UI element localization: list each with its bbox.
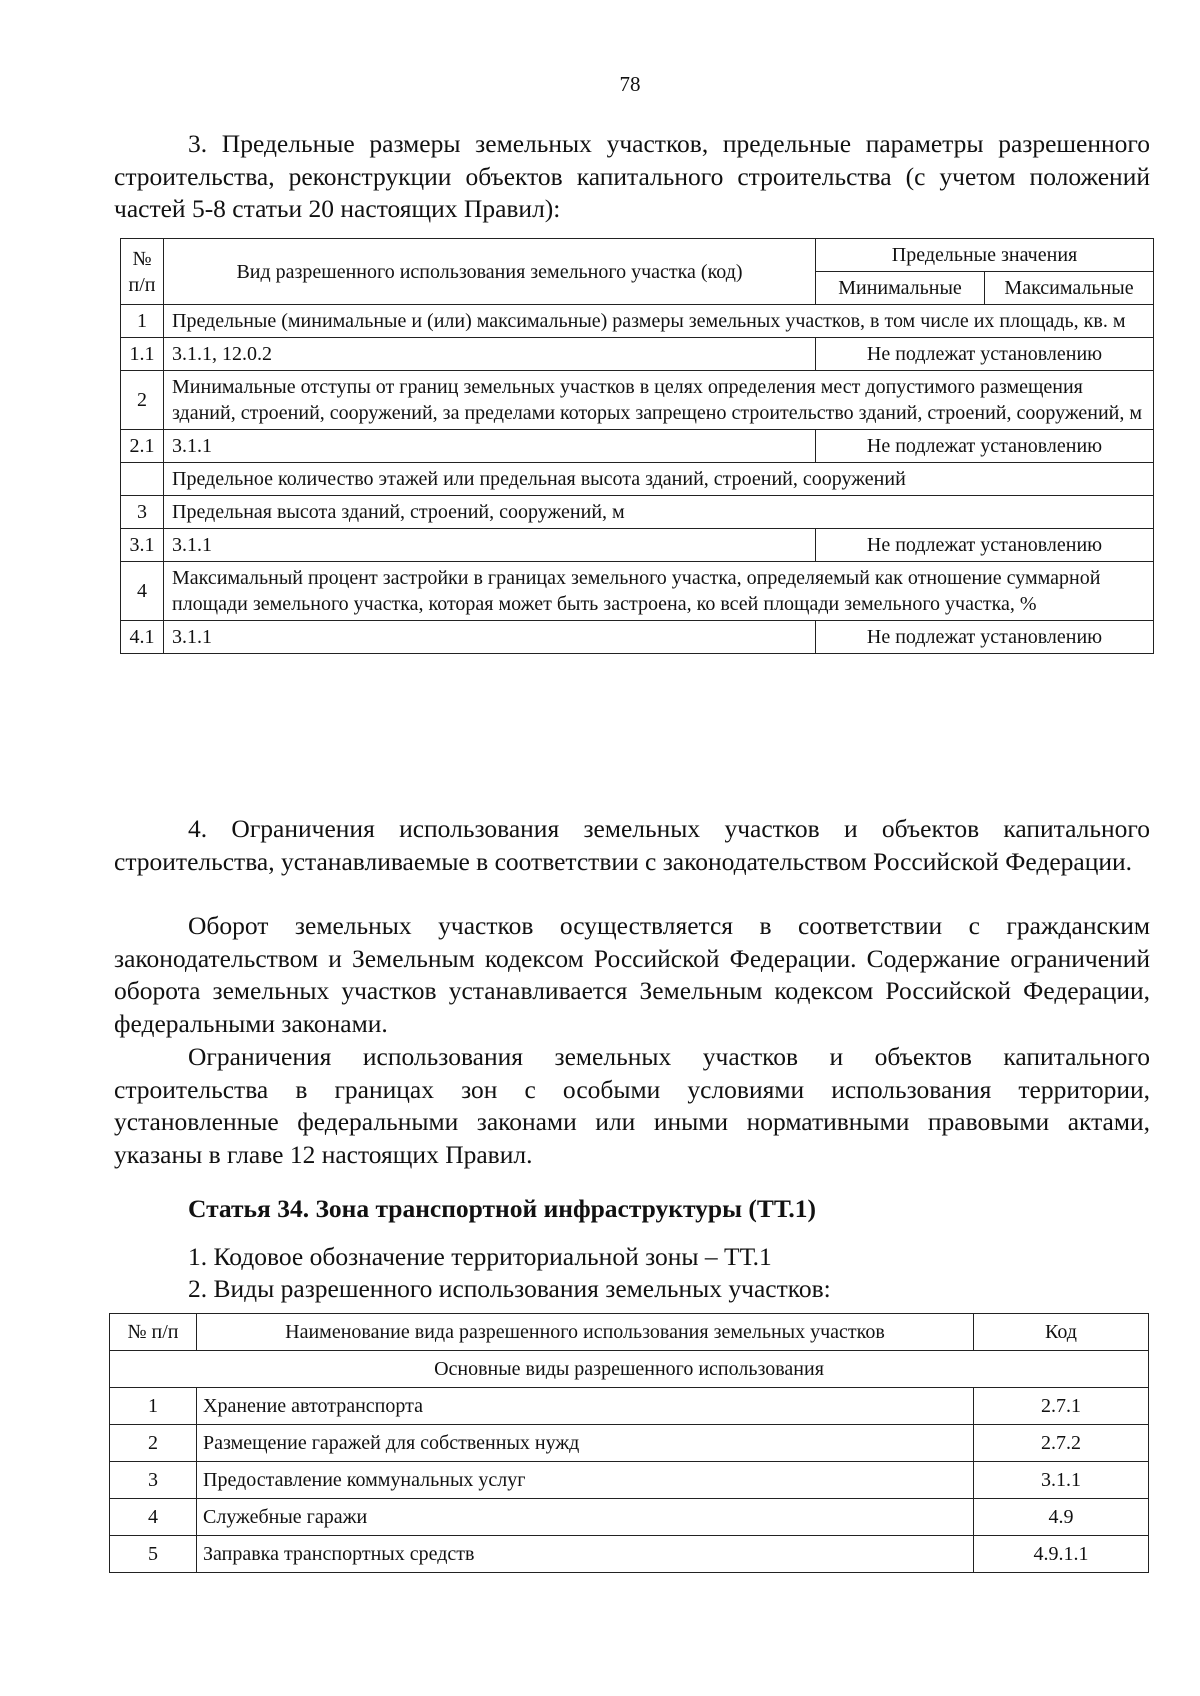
row-value: Не подлежат установлению bbox=[816, 338, 1154, 371]
row-num: 3 bbox=[121, 496, 164, 529]
row-num: 1 bbox=[110, 1388, 197, 1425]
table-row bbox=[110, 1536, 1149, 1573]
limits-header-min: Минимальные bbox=[816, 272, 985, 305]
row-code: 4.9 bbox=[974, 1499, 1149, 1536]
row-num: 1 bbox=[121, 305, 164, 338]
row-text: Предельная высота зданий, строений, сооружений, м bbox=[164, 496, 1154, 529]
table-row bbox=[121, 338, 1154, 371]
row-code: 3.1.1 bbox=[164, 529, 816, 562]
row-code: 2.7.1 bbox=[974, 1388, 1149, 1425]
table-row bbox=[121, 463, 1154, 496]
row-name: Служебные гаражи bbox=[197, 1499, 974, 1536]
row-name: Предоставление коммунальных услуг bbox=[197, 1462, 974, 1499]
ogranicheniya-paragraph: Ограничения использования земельных участков и объектов капитального строительства в границах зон с особыми условиями использования территории, установленные федеральными законами или иными нормативными правовыми актами, указаны в главе 12 настоящих Правил. bbox=[114, 1042, 1150, 1169]
row-num: 3.1 bbox=[121, 529, 164, 562]
uses-section-title: Основные виды разрешенного использования bbox=[110, 1351, 1149, 1388]
row-num: 3 bbox=[110, 1462, 197, 1499]
table-row bbox=[110, 1462, 1149, 1499]
row-num: 2 bbox=[110, 1425, 197, 1462]
row-num: 5 bbox=[110, 1536, 197, 1573]
row-code: 4.9.1.1 bbox=[974, 1536, 1149, 1573]
row-code: 3.1.1 bbox=[974, 1462, 1149, 1499]
section-4-paragraph: 4. Ограничения использования земельных участков и объектов капитального строительства, устанавливаемые в соответствии с законодательством Российской Федерации. bbox=[114, 814, 1150, 876]
table-row bbox=[121, 305, 1154, 338]
page-number: 78 bbox=[619, 72, 641, 96]
row-num: 4 bbox=[110, 1499, 197, 1536]
row-text: Предельное количество этажей или предельная высота зданий, строений, сооружений bbox=[164, 463, 1154, 496]
row-name: Заправка транспортных средств bbox=[197, 1536, 974, 1573]
uses-header-num: № п/п bbox=[110, 1314, 197, 1351]
limits-header-use: Вид разрешенного использования земельного участка (код) bbox=[164, 239, 816, 305]
table-row bbox=[110, 1499, 1149, 1536]
limits-header-max: Максимальные bbox=[985, 272, 1154, 305]
table-row bbox=[110, 1425, 1149, 1462]
row-code: 3.1.1, 12.0.2 bbox=[164, 338, 816, 371]
list-item-zone-code: 1. Кодовое обозначение территориальной зоны – ТТ.1 bbox=[188, 1242, 772, 1271]
row-value: Не подлежат установлению bbox=[816, 430, 1154, 463]
row-code: 3.1.1 bbox=[164, 430, 816, 463]
limits-header-group: Предельные значения bbox=[816, 239, 1154, 272]
table-row bbox=[121, 496, 1154, 529]
table-row bbox=[110, 1388, 1149, 1425]
row-name: Размещение гаражей для собственных нужд bbox=[197, 1425, 974, 1462]
row-value: Не подлежат установлению bbox=[816, 621, 1154, 654]
oborot-paragraph: Оборот земельных участков осуществляется в соответствии с гражданским законодательством и Земельным кодексом Российской Федерации. Содержание ограничений оборота земельных участков устанавливается Земельным кодексом Российской Федерации, федеральными законами. bbox=[114, 911, 1150, 1038]
row-num bbox=[121, 463, 164, 496]
row-num: 1.1 bbox=[121, 338, 164, 371]
table-row bbox=[121, 371, 1154, 430]
uses-header-code: Код bbox=[974, 1314, 1149, 1351]
row-code: 3.1.1 bbox=[164, 621, 816, 654]
row-num: 2.1 bbox=[121, 430, 164, 463]
row-num: 2 bbox=[121, 371, 164, 430]
row-num: 4.1 bbox=[121, 621, 164, 654]
uses-table bbox=[109, 1313, 1149, 1573]
table-row bbox=[121, 430, 1154, 463]
row-text: Максимальный процент застройки в границах земельного участка, определяемый как отношение суммарной площади земельного участка, которая может быть застроена, ко всей площади земельного участка, % bbox=[164, 562, 1154, 621]
uses-header-name: Наименование вида разрешенного использования земельных участков bbox=[197, 1314, 974, 1351]
table-row bbox=[121, 529, 1154, 562]
intro-paragraph: 3. Предельные размеры земельных участков, предельные параметры разрешенного строительства, реконструкции объектов капитального строительства (с учетом положений частей 5-8 статьи 20 настоящих Правил): bbox=[114, 129, 1150, 223]
list-item-uses: 2. Виды разрешенного использования земельных участков: bbox=[188, 1274, 831, 1303]
table-row bbox=[121, 621, 1154, 654]
row-name: Хранение автотранспорта bbox=[197, 1388, 974, 1425]
row-num: 4 bbox=[121, 562, 164, 621]
row-text: Предельные (минимальные и (или) максимальные) размеры земельных участков, в том числе их площадь, кв. м bbox=[164, 305, 1154, 338]
row-text: Минимальные отступы от границ земельных участков в целях определения мест допустимого размещения зданий, строений, сооружений, за пределами которых запрещено строительство зданий, строений, сооружений, м bbox=[164, 371, 1154, 430]
limits-header-num: № п/п bbox=[121, 239, 164, 305]
table-row bbox=[121, 562, 1154, 621]
row-value: Не подлежат установлению bbox=[816, 529, 1154, 562]
row-code: 2.7.2 bbox=[974, 1425, 1149, 1462]
article-heading: Статья 34. Зона транспортной инфраструктуры (ТТ.1) bbox=[188, 1194, 816, 1223]
limits-table bbox=[120, 238, 1154, 654]
